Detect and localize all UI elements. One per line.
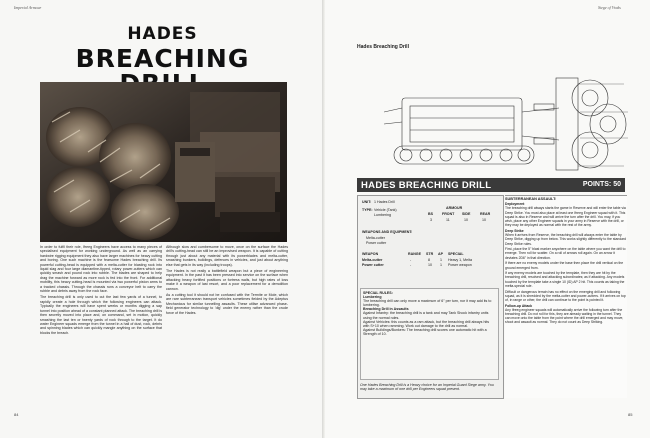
armour-col: FRONT <box>442 212 455 216</box>
rule-text: The breaching drill can only move a maximum of 6" per turn, nor it may add its to lumbering. <box>363 299 492 308</box>
running-head-left: Imperial Armour <box>14 5 42 10</box>
rules-header: SUBTERRANEAN ASSAULT: <box>505 197 557 201</box>
unit-title-bar <box>357 178 625 192</box>
rule-text: Against Infantry: the breaching drill is a tank and may Tank Shock infantry units using the normal rules. <box>363 311 489 320</box>
profile-col: SPECIAL <box>448 252 464 256</box>
profile-special: Heavy 1, Melta <box>448 258 472 262</box>
body-paragraph: As a cutting tool it should not be confused with the Termite or Mole, which are rare subterranean transport vehicles sometimes fielded by the Adeptus Mechanicus for similar tunnelling assaults. These utilise advanced phase-field generator technology to 'dig' under the enemy rather than the crude force of the Hades. <box>166 293 288 315</box>
profile-ap: 1 <box>440 258 442 262</box>
body-column-1 <box>40 245 162 337</box>
rule-paragraph: Difficult or dangerous terrain has no effect on the emerging drill and following squad, as it is shredded by the melta-cutter and power-cutters. If it arrives on top of, in range or other, the drill can continue to the point is pointed it. <box>505 289 626 302</box>
drill-photo <box>40 82 287 242</box>
points-value: POINTS: 50 <box>582 181 621 188</box>
armour-col: REAR <box>480 212 491 216</box>
rule-paragraph: If any enemy models are touched by the template, then they are hit by the breaching drill, resolved and attacking subordinates; as if attacking. Any models touched by the template take a single 10 (ID) AP 2 hit. This counts as taking the melta-special rule. <box>505 271 625 288</box>
weapons-header: WEAPONS AND EQUIPMENT: <box>362 230 413 234</box>
diagram-label: Hades Breaching Drill <box>357 44 409 50</box>
rule-paragraph: Any Ifreeg engineer squads will automatically arrive the following turn after the breaching drill. Do not roll for this, they are already waiting in the tunnel. They can move onto the table from the point where the drill emerged and may move, shoot and assault as normal. They do not count as Deep Striking. <box>505 307 624 325</box>
rule-paragraph: First, place the 5" blast marker anywhere on the table where you want the drill to emerge. Then roll for scatter. On a roll of arrows roll again. On an arrow it deviates 2D6" in that direction. <box>505 247 626 260</box>
special-rules-header: SPECIAL RULES: <box>363 291 393 295</box>
profile-ap: 1 <box>440 263 442 267</box>
drill-line-drawing <box>384 68 634 180</box>
profile-range: - <box>410 258 412 262</box>
type-value: Vehicle (Tank) <box>374 208 397 212</box>
profile-col: RANGE <box>408 252 421 256</box>
unit-name: HADES BREACHING DRILL <box>361 180 492 191</box>
profile-weapon: Melta-cutter <box>362 258 383 262</box>
rule-subheading: Follow-up Attack <box>505 303 533 308</box>
weapon-item: Power cutter <box>366 241 387 245</box>
profile-range: - <box>410 263 412 267</box>
profile-col: WEAPON <box>362 252 379 256</box>
body-column-2 <box>166 245 288 317</box>
armour-value: 10 <box>482 218 486 222</box>
page-number-right: 85 <box>628 412 633 417</box>
page-number-left: 84 <box>14 412 19 417</box>
armour-value: 3 <box>430 218 432 222</box>
rule-subheading: Deployment <box>505 202 525 207</box>
title-line-1: HADES <box>127 24 198 44</box>
weapon-item: Melta-cutter <box>366 236 385 240</box>
unit-value: 1 Hades Drill <box>374 200 395 204</box>
profile-col: AP <box>438 252 443 256</box>
rule-text: Against Vehicles: this counts as a ram attack, but the breaching drill always hits with S+10 when ramming. Work out damage to the drill as normal. <box>363 319 490 328</box>
armour-col: BS <box>428 212 433 216</box>
rule-paragraph: The breaching drill always starts the game in Reserve and will enter the table via Deep Strike. You must also place at least one Ifreeg Engineer squad with it. This squad is also in Reserve and will arrive the turn after the drill. You may, if you wish, place any other Engineer squads in your army in Reserve with the drill, or they may be deployed as normal with the rest of the army. <box>505 206 626 228</box>
subterranean-rules <box>505 195 627 398</box>
body-paragraph: The breaching drill is only used to cut the last few yards of a tunnel, to rapidly create a hole through which the following engineers can attack. Typically the engineers will have spent weeks or months digging a sap tunnel into position ahead of a constant planned attack. The breaching drill is then secretly moved into place and, on command, set in motion, quickly smashing the last ten or twenty yards of rock through to the target. It do water Engineer squads emerge from the tunnel in a hail of dust, rock, debris and spinning blades which can quickly mangle anything on the surface that blocks the breach. <box>40 295 163 335</box>
profile-col: STR <box>426 252 434 256</box>
unit-footnote: One Hades Breaching Drill is a Heavy choice for an Imperial Guard Siege army. You may take a maximum of one drill per Engineers squad present. <box>360 383 494 392</box>
rule-paragraph: If there are no enemy models under the base then place the drill vertical on the ground emerged from. <box>505 261 624 270</box>
rule-subheading: Deep Strike <box>505 228 524 233</box>
profile-str: 8 <box>428 258 430 262</box>
rule-name: Lumbering <box>363 295 382 300</box>
drill-diagram <box>384 68 634 180</box>
unit-label: UNIT: <box>362 200 372 204</box>
type-sub: Lumbering <box>374 213 391 217</box>
armour-value: 10 <box>464 218 468 222</box>
body-paragraph: Although slow and cumbersome to move, once on the surface the Hades drill's cutting-head can still be an improvised weapon. It is capable of cutting through just about any material with its powerblades and melta-cutter, smashing bunkers, buildings, defences in vehicles, and just about anything else that gets in its way (including troops). <box>166 245 288 267</box>
rule-paragraph: When it arrives from Reserve, the breaching drill will always enter the table by Deep Strike, digging up from below. This works slightly differently to the standard Deep Strike rules. <box>505 233 627 246</box>
profile-str: 10 <box>428 263 432 267</box>
armour-header: ARMOUR <box>446 206 463 210</box>
rule-name: Breaching Drill in Assaults <box>363 307 409 312</box>
body-paragraph: In order to fulfil their role, Ifreeg Engineers have access to many pieces of specialised equipment for working underground. As well as an carrying hardwire rigging equipment they also have larger machines for heavy cutting and boring. One such machine is the fearsome Hades breaching drill. Its powerful cutting-head is equipped with a melta-cutter for blasting rock into liquid slag and four large diamantine-tipped, rotary power-cutters which can quickly smash and pound rock into rubble. The blades are shaped to help drag the machine forward as more rock is fed into the front. For additional mobility, this heavy cutting-head is mounted via two powerful piston arms to a tracked chassis. Through the chassis runs a conveyor belt to carry the rubble and debris away from the rock face. <box>40 245 162 294</box>
unit-profile-card <box>357 195 504 399</box>
title-line-2: BREACHING <box>75 44 250 73</box>
profile-weapon: Power cutter <box>362 263 384 267</box>
type-label: TYPE: <box>362 208 373 212</box>
rule-text: Against Buildings/Bunkers: The breaching drill scores one automatic hit with a Strength of 10. <box>363 327 487 336</box>
special-rules-box <box>360 288 499 380</box>
body-paragraph: The Hades is not really a battlefield weapon but a piece of engineering equipment. In the past it has been pressed into service on the surface when attacking heavy fortified positions or fortress walls, but high rates of loss make it a weapon of last resort, and a poor replacement for a demolition cannon. <box>166 269 288 291</box>
drill-photo-image <box>40 82 287 242</box>
armour-value: 11 <box>446 218 450 222</box>
profile-special: Power weapon <box>448 263 472 267</box>
running-head-right: Siege of Vraks <box>598 5 621 10</box>
armour-col: SIDE <box>462 212 471 216</box>
